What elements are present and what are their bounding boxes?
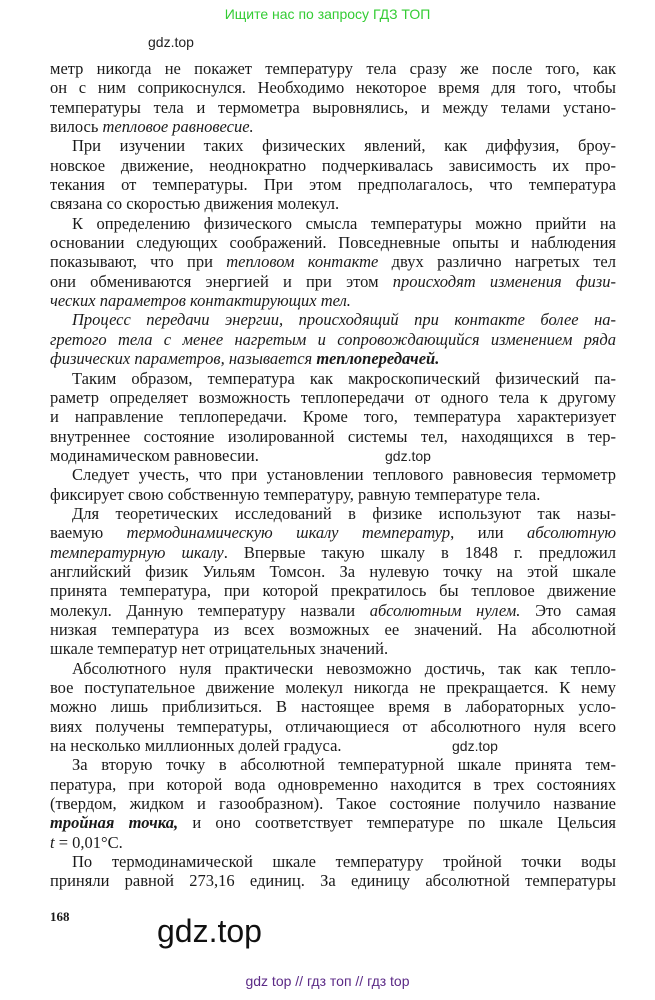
watermark: gdz.top — [452, 738, 498, 754]
text-run: связана со скоростью движения молекул. — [50, 194, 340, 214]
text-run: и оно соответствует температуре по шкале Цельсия — [178, 813, 616, 833]
text-run: Для теоретических исследований в физике используют так назы- — [72, 503, 616, 523]
text-line — [50, 581, 616, 600]
italic-term: абсолютную — [527, 523, 616, 543]
italic-term: происходят изменения физи- — [392, 271, 616, 291]
text-line — [50, 446, 616, 465]
text-line — [50, 465, 616, 484]
text-run: модинамическом равновесии. — [50, 445, 259, 465]
text-run: За вторую точку в абсолютной температурной шкале принята тем- — [72, 755, 616, 775]
text-line — [50, 330, 616, 349]
italic-term: термодинамическую шкалу температур — [126, 523, 451, 543]
bold-italic-term: тройная точка, — [50, 813, 179, 833]
text-line — [50, 697, 616, 716]
text-run: При изучении таких физических явлений, как диффузия, броу- — [72, 136, 616, 156]
italic-term: физических параметров, называется — [50, 349, 317, 369]
text-line — [50, 504, 616, 523]
text-run: и направление теплопередачи. Кроме того, температура характеризует — [50, 407, 616, 427]
text-line — [50, 59, 616, 78]
text-line — [50, 156, 616, 175]
text-line — [50, 291, 616, 310]
text-run: английский физик Уильям Томсон. За нулевую точку на этой шкале — [50, 561, 616, 581]
text-line — [50, 794, 616, 813]
text-run: Таким образом, температура как макроскопический физический па- — [72, 368, 616, 388]
text-run: По термодинамической шкале температуру тройной точки воды — [72, 852, 616, 872]
text-line — [50, 833, 616, 852]
text-line — [50, 775, 616, 794]
text-run: = 0,01°C. — [54, 832, 123, 852]
text-run: приняли равной 273,16 единиц. За единицу абсолютной температуры — [50, 871, 616, 891]
text-line — [50, 98, 616, 117]
text-run: шкале температур нет отрицательных значений. — [50, 639, 389, 659]
text-run: К определению физического смысла температуры можно прийти на — [72, 213, 616, 233]
italic-term: тепловом контакте — [226, 252, 379, 272]
text-run: . Впервые такую шкалу в 1848 г. предложил — [223, 542, 617, 562]
text-line — [50, 136, 616, 155]
text-run: основании следующих соображений. Повседневные опыты и наблюдения — [50, 233, 616, 253]
text-run: раметр определяет возможность теплопередачи от одного тела к другому — [50, 387, 616, 407]
text-run: Это самая — [520, 600, 616, 620]
text-run: молекул. Данную температуру назвали — [50, 600, 370, 620]
text-line — [50, 78, 616, 97]
text-line — [50, 175, 616, 194]
italic-term: температурную шкалу — [50, 542, 224, 562]
text-line — [50, 659, 616, 678]
text-run: на несколько миллионных долей градуса. — [50, 736, 342, 756]
text-line — [50, 639, 616, 658]
text-run: принята температура, при которой прекратилось бы тепловое движение — [50, 581, 616, 601]
italic-term: гретого тела с менее нагретым и сопровождающийся изменением ряда — [50, 329, 616, 349]
text-run: он с ним соприкоснулся. Необходимо некоторое время для того, чтобы — [50, 78, 616, 98]
text-run: пература, при которой вода одновременно находится в трех состояниях — [50, 774, 616, 794]
text-line — [50, 543, 616, 562]
text-line — [50, 214, 616, 233]
italic-term: t — [50, 832, 55, 852]
text-run: температуры тела и термометра выровнялись, и между телами устано- — [50, 97, 616, 117]
big-watermark: gdz.top — [157, 913, 262, 949]
text-run: Следует учесть, что при установлении теплового равновесия термометр — [72, 465, 616, 485]
text-line — [50, 117, 616, 136]
text-run: новское движение, неоднократно подчеркивалась зависимость их про- — [50, 155, 616, 175]
text-line — [50, 813, 616, 832]
text-line — [50, 310, 616, 329]
text-line — [50, 485, 616, 504]
text-line — [50, 871, 616, 890]
text-run: метр никогда не покажет температуру тела сразу же после того, как — [50, 59, 616, 78]
text-line — [50, 407, 616, 426]
text-line — [50, 562, 616, 581]
text-run: можно лишь приблизиться. В настоящее время в лабораторных усло- — [50, 697, 616, 717]
text-line — [50, 620, 616, 639]
text-line — [50, 369, 616, 388]
text-run: вилось — [50, 117, 103, 137]
text-line — [50, 252, 616, 271]
page-body-text — [50, 59, 616, 891]
page-number: 168 — [50, 909, 70, 924]
text-run: они обмениваются энергией и при этом — [50, 271, 393, 291]
italic-term: абсолютным нулем. — [369, 600, 521, 620]
text-line — [50, 272, 616, 291]
search-banner-link[interactable]: Ищите нас по запросу ГДЗ ТОП — [224, 6, 431, 22]
text-run: фиксирует свою собственную температуру, равную температуре тела. — [50, 484, 541, 504]
text-run: , или — [450, 523, 528, 543]
text-line — [50, 755, 616, 774]
text-run: внутреннее состояние изолированной системы тел, находящихся в тер- — [50, 426, 616, 446]
text-line — [50, 678, 616, 697]
text-line — [50, 194, 616, 213]
text-run: показывают, что при — [50, 252, 227, 272]
text-line — [50, 427, 616, 446]
text-run: вое поступательное движение молекул никогда не прекращается. К нему — [50, 678, 616, 697]
text-run: Абсолютного нуля практически невозможно достичь, так как тепло- — [72, 658, 616, 678]
watermark: gdz.top — [148, 34, 194, 50]
text-run: ваемую — [50, 523, 127, 543]
text-line — [50, 736, 616, 755]
text-run: виях получены температуры, отличающиеся от абсолютного нуля всего — [50, 716, 616, 736]
text-line — [50, 523, 616, 542]
text-run: (твердом, жидком и газообразном). Такое состояние получило название — [50, 794, 616, 814]
watermark: gdz.top — [385, 448, 431, 464]
italic-term: Процесс передачи энергии, происходящий при контакте более на- — [72, 310, 616, 330]
text-line — [50, 717, 616, 736]
text-line — [50, 601, 616, 620]
text-line — [50, 349, 616, 368]
bold-italic-term: теплопередачей. — [316, 349, 440, 369]
text-run: текания от температуры. При этом предполагалось, что температура — [50, 175, 616, 195]
text-run: низкая температура из всех возможных ее значений. На абсолютной — [50, 619, 616, 639]
italic-term: ческих параметров контактирующих тел. — [50, 291, 351, 311]
footer-links[interactable]: gdz top // гдз топ // гдз top — [245, 973, 410, 989]
text-line — [50, 388, 616, 407]
text-line — [50, 852, 616, 871]
text-run: двух различно нагретых тел — [378, 252, 616, 272]
text-line — [50, 233, 616, 252]
italic-term: тепловое равновесие. — [102, 117, 254, 137]
